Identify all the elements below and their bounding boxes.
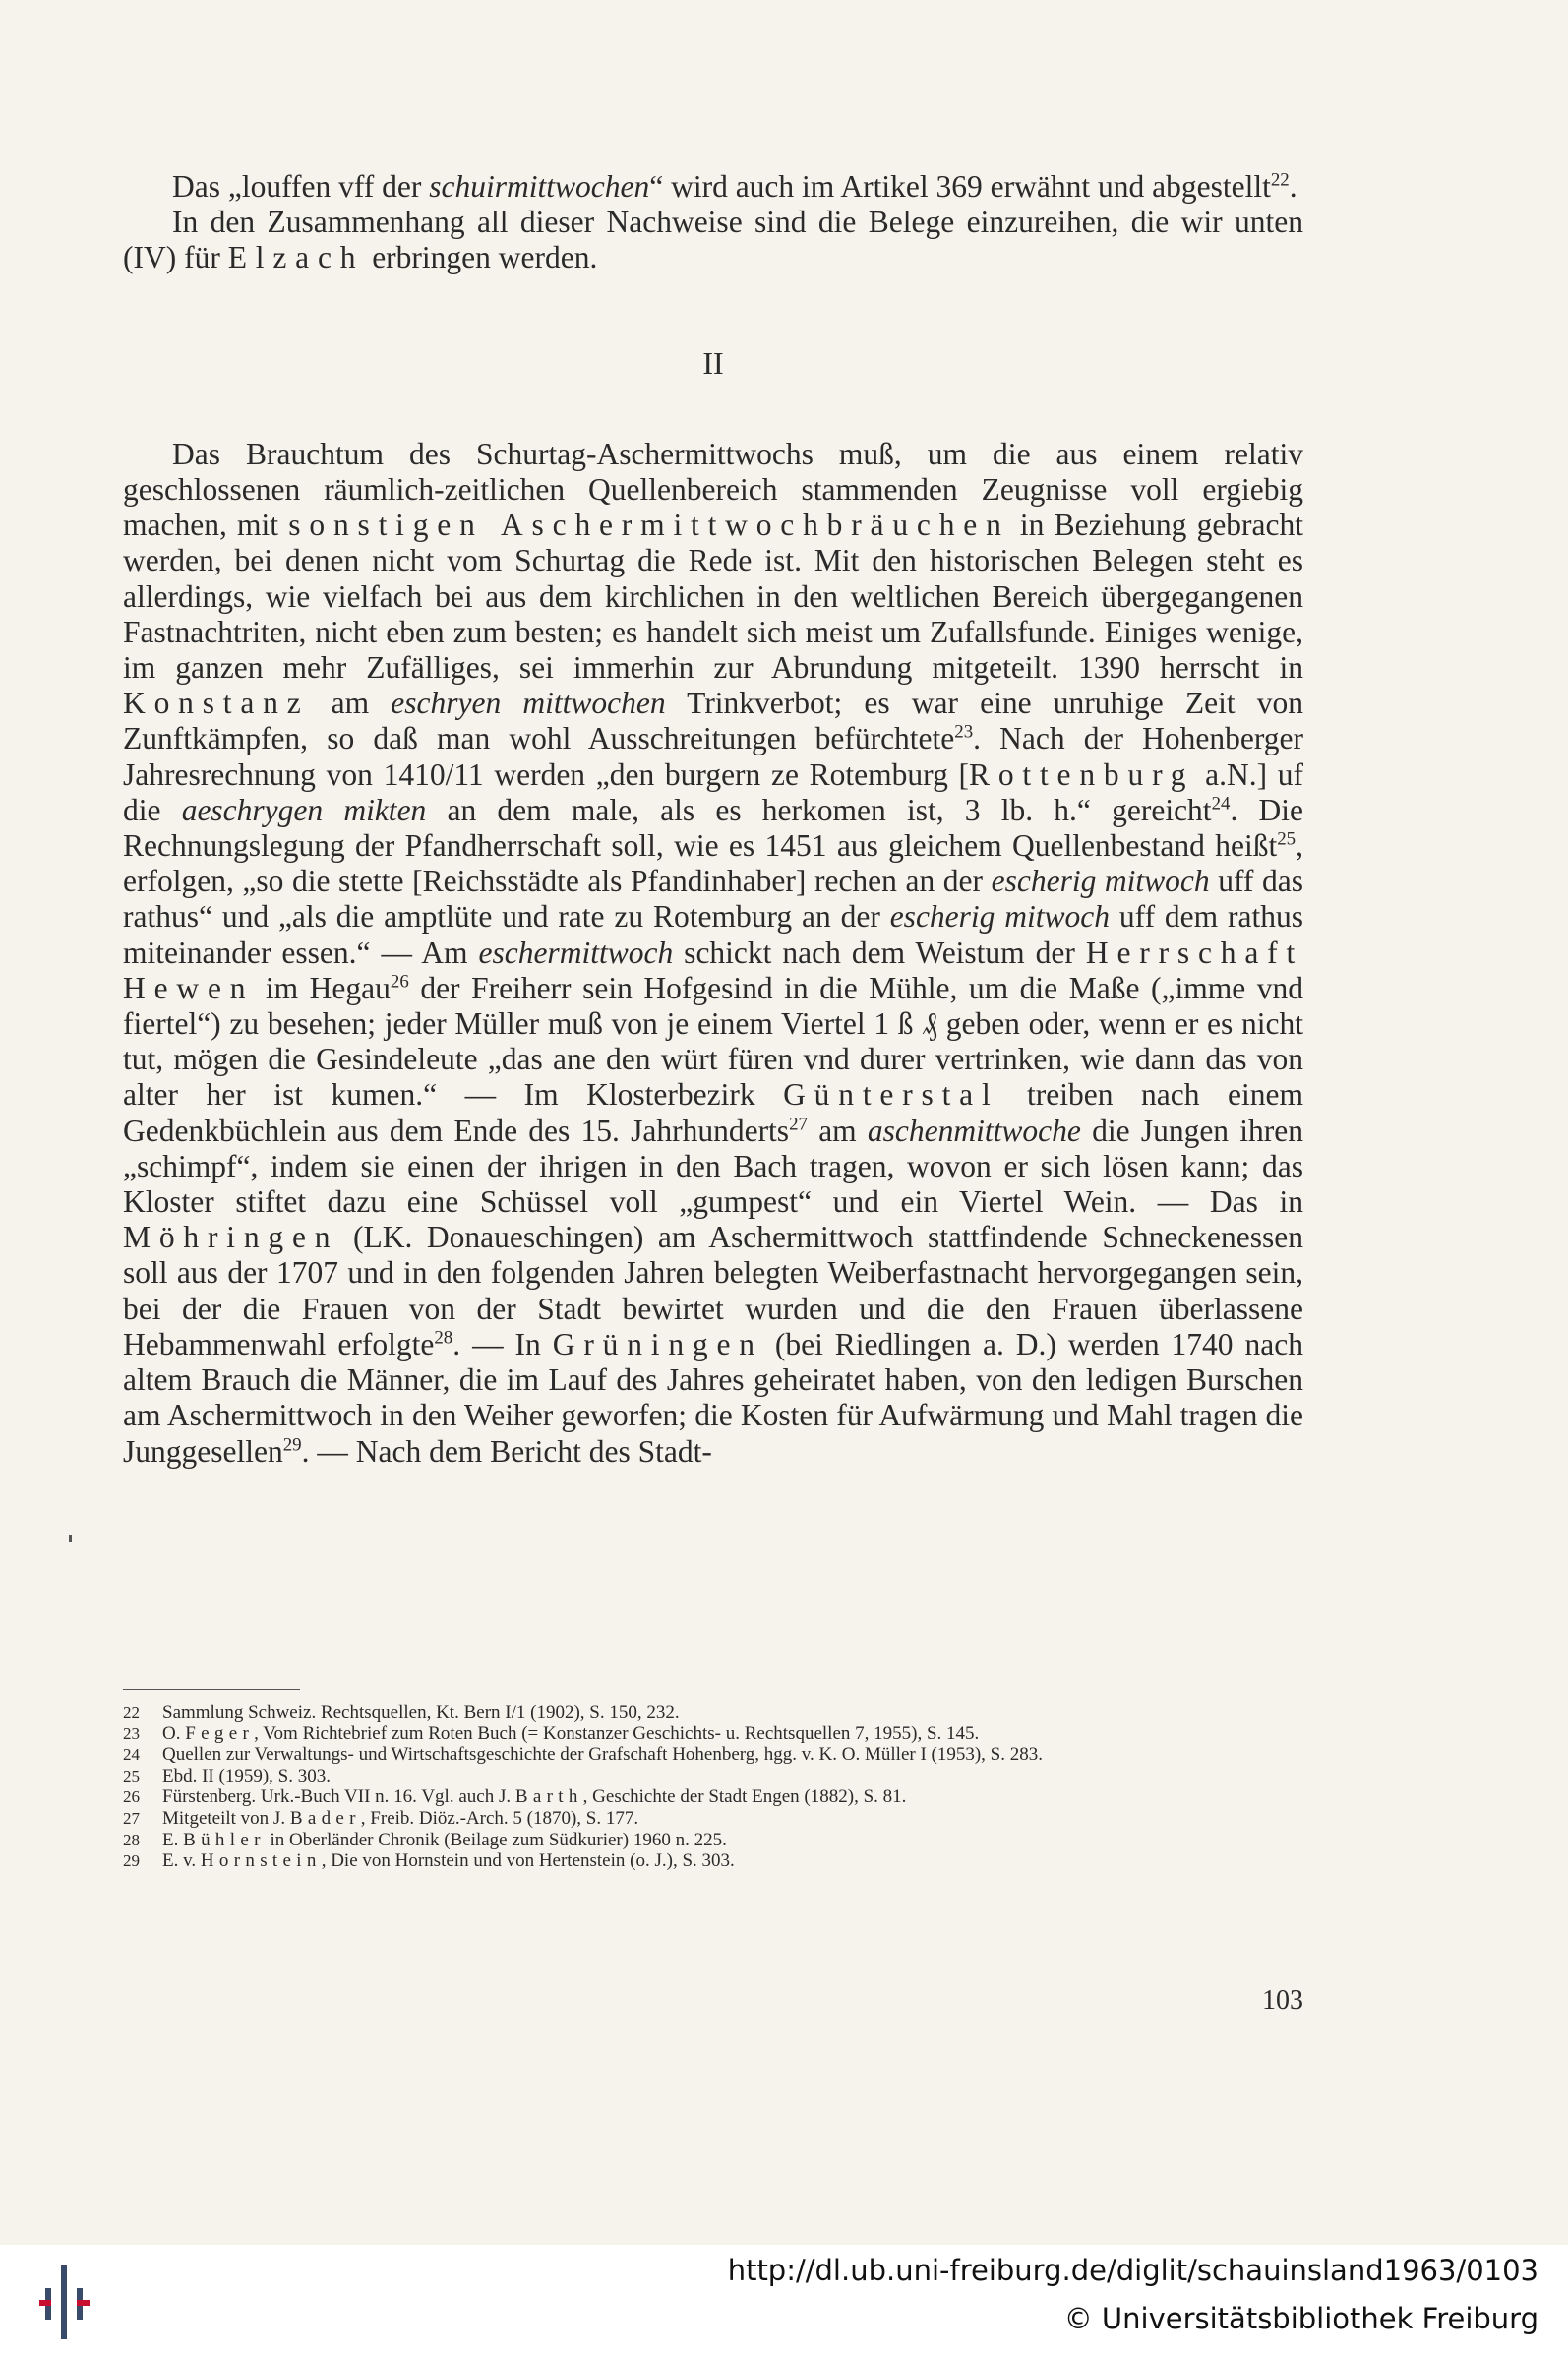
footnote-text xyxy=(162,1808,1313,1830)
text-run: . Die Rechnungslegung der Pfandherrschaft soll, wie es 1451 aus gleichem Quellenbestand heißt xyxy=(123,792,1304,864)
ub-freiburg-logo-icon xyxy=(39,2263,98,2341)
spaced-place-name: Elzach xyxy=(227,240,365,275)
text-run: schickt nach dem Weistum der xyxy=(673,935,1086,970)
italic-term: escherig mitwoch xyxy=(991,864,1210,899)
text-run: . Nach der Hohenberger Jahresrechnung von 1410/11 werden „den burgern ze Rotemburg [ xyxy=(123,721,1303,792)
footnote-number: 23 xyxy=(123,1723,140,1743)
text-run: am xyxy=(807,1113,868,1148)
footnote-text xyxy=(162,1850,1313,1872)
footnote-ref: 22 xyxy=(1270,169,1290,191)
paragraph-2 xyxy=(123,205,1303,275)
footnote-number: 29 xyxy=(123,1851,140,1871)
italic-term: eschermittwoch xyxy=(478,935,674,970)
footnote-number: 22 xyxy=(123,1703,140,1722)
footnote-text xyxy=(162,1830,1313,1851)
footnotes xyxy=(123,1702,1313,1872)
text-run: die Jungen ihren „schimpf“, indem sie einen der ihrigen in den Bach tragen, wovon er sich lösen kann; das Kloster stiftet dazu eine Schüssel voll „gumpest“ und ein Viertel Wein. — Das in xyxy=(123,1113,1304,1220)
italic-term: eschryen mittwochen xyxy=(391,686,666,721)
text-run: E. v. xyxy=(162,1850,201,1872)
text-run: . — In xyxy=(452,1326,553,1361)
text-run: . — Nach dem Bericht des Stadt- xyxy=(301,1433,712,1469)
copyright-text: © Universitätsbibliothek Freiburg xyxy=(1063,2302,1538,2335)
page-number: 103 xyxy=(1262,1985,1303,2016)
body-text xyxy=(123,169,1303,1470)
text-run: E. xyxy=(162,1829,184,1850)
text-run: am xyxy=(309,686,392,721)
italic-term: aschenmittwoche xyxy=(867,1113,1081,1148)
spaced-author: Barth xyxy=(514,1786,583,1808)
text-run: , Die von Hornstein und von Hertenstein (o. J.), S. 303. xyxy=(321,1850,735,1872)
footnote-text xyxy=(162,1766,1313,1787)
text-run: , Geschichte der Stadt Engen (1882), S. 81. xyxy=(582,1786,907,1808)
section-heading: II xyxy=(702,344,724,381)
text-run: , erfolgen, „so die stette [Reichsstädte als Pfandinhaber] rechen an der xyxy=(123,828,1303,899)
italic-term: escherig mitwoch xyxy=(889,899,1111,935)
text-run: Quellen zur Verwaltungs- und Wirtschaftsgeschichte der Grafschaft Hohenberg, hgg. v. K. O. Müller I (1953), S. 283. xyxy=(162,1744,1044,1766)
paragraph-3 xyxy=(123,437,1303,1470)
spaced-place-name: Konstanz xyxy=(123,686,310,721)
footnote xyxy=(123,1850,1313,1872)
text-run: uff dem rathus miteinander essen.“ — Am xyxy=(123,899,1303,970)
footnote-ref: 23 xyxy=(954,721,974,743)
text-run: Fürstenberg. Urk.-Buch VII n. 16. Vgl. auch J. xyxy=(162,1786,515,1808)
text-run: in Beziehung gebracht werden, bei denen nicht vom Schurtag die Rede ist. Mit den historischen Belegen steht es allerdings, wie vielfach bei aus dem kirchlichen in den weltlichen Bereich übergegangenen Fastnachtriten, nicht eben zum besten; es handelt sich meist um Zufallsfunde. Einiges wenige, im ganzen mehr Zufälliges, sei immerhin zur Abrundung mitgeteilt. 1390 herrscht in xyxy=(123,508,1304,686)
text-run: uff das rathus“ und „als die amptlüte und rate zu Rotemburg an der xyxy=(123,864,1303,935)
footnote-number: 24 xyxy=(123,1745,140,1765)
italic-term: aeschrygen mikten xyxy=(181,792,427,827)
text-run: erbringen werden. xyxy=(364,240,598,275)
text-run: Trinkverbot; es war eine unruhige Zeit von Zunftkämpfen, so daß man wohl Ausschreitungen befürchtete xyxy=(123,686,1303,756)
spaced-place-name: Möhringen xyxy=(123,1220,339,1255)
footnote-number: 26 xyxy=(123,1787,140,1807)
text-run: Ebd. II (1959), S. 303. xyxy=(162,1765,331,1786)
footnote xyxy=(123,1744,1313,1766)
spaced-author: Feger xyxy=(185,1722,255,1744)
spaced-place-name: Grüningen xyxy=(552,1326,763,1361)
footnote-ref: 29 xyxy=(282,1434,302,1455)
text-run: a.N.] uf die xyxy=(123,756,1303,827)
pfennig-symbol: ₰ xyxy=(922,1006,937,1042)
footnote xyxy=(123,1808,1313,1830)
source-url-link[interactable]: http://dl.ub.uni-freiburg.de/diglit/schauinsland1963/0103 xyxy=(727,2254,1538,2287)
text-run: (bei Riedlingen a. D.) werden 1740 nach altem Brauch die Männer, die im Lauf des Jahres geheiratet haben, von den ledigen Burschen am Aschermittwoch in den Weiher geworfen; die Kosten für Aufwärmung und Mahl tragen die Junggesellen xyxy=(123,1326,1303,1469)
footnote xyxy=(123,1786,1313,1808)
footnote-ref: 26 xyxy=(390,971,409,993)
text-run: Das „louffen vff der xyxy=(172,169,430,204)
footnote xyxy=(123,1702,1313,1723)
text-run: der Freiherr sein Hofgesind in die Mühle, um die Maße („imme vnd fiertel“) zu besehen; jeder Müller muß von je einem Viertel 1 ß xyxy=(123,970,1303,1042)
text-run: im Hegau xyxy=(254,970,391,1005)
footnote-ref: 28 xyxy=(434,1327,453,1349)
text-run: Mitgeteilt von J. xyxy=(162,1807,290,1829)
footnote-number: 27 xyxy=(123,1808,140,1828)
footnote xyxy=(123,1723,1313,1745)
text-run: O. xyxy=(162,1722,186,1744)
spaced-place-name: Rottenburg xyxy=(969,756,1195,792)
footnote-text xyxy=(162,1786,1313,1808)
margin-mark xyxy=(69,1535,72,1542)
spaced-place-name: Günterstal xyxy=(783,1077,999,1113)
footnote-text xyxy=(162,1744,1313,1766)
italic-term: schuirmittwochen xyxy=(429,169,650,204)
footnote-number: 28 xyxy=(123,1830,140,1849)
spaced-author: Hornstein xyxy=(200,1850,322,1872)
footnote-ref: 24 xyxy=(1211,793,1231,815)
text-run: . xyxy=(1289,169,1297,204)
spaced-author: Bühler xyxy=(183,1829,266,1850)
text-run: in Oberländer Chronik (Beilage zum Südkurier) 1960 n. 225. xyxy=(265,1829,727,1850)
footnote xyxy=(123,1766,1313,1787)
paragraph-1 xyxy=(123,169,1303,205)
text-run: an dem male, als es herkomen ist, 3 lb. h.“ gereicht xyxy=(426,792,1212,827)
text-run: , Freib. Diöz.-Arch. 5 (1870), S. 177. xyxy=(360,1807,639,1829)
footnote xyxy=(123,1830,1313,1851)
footnote-ref: 27 xyxy=(789,1114,808,1135)
footnote-number: 25 xyxy=(123,1766,140,1785)
text-run: Sammlung Schweiz. Rechtsquellen, Kt. Bern I/1 (1902), S. 150, 232. xyxy=(162,1702,680,1722)
text-run: treiben nach einem Gedenkbüchlein aus dem Ende des 15. Jahrhunderts xyxy=(123,1077,1303,1148)
footnote-text xyxy=(162,1702,1313,1723)
text-run: “ wird auch im Artikel 369 erwähnt und abgestellt xyxy=(649,169,1271,204)
text-run: In den Zusammenhang all dieser Nachweise sind die Belege einzureihen, die wir unten (IV) für xyxy=(123,205,1303,275)
text-run: (LK. Donaueschingen) am Aschermittwoch stattfindende Schneckenessen soll aus der 1707 und in den folgenden Jahren belegten Weiberfastnacht hervorgegangen sein, bei der die Frauen von der Stadt bewirtet wurden und die den Frauen überlassene Hebammenwahl erfolgte xyxy=(123,1220,1303,1361)
footnote-rule xyxy=(123,1689,300,1690)
text-run: geben oder, wenn er es nicht tut, mögen die Gesindeleute „das ane den würt füren vnd durer vertrinken, wie dann das von alter her ist kumen.“ — Im Klosterbezirk xyxy=(123,1006,1303,1113)
spaced-text: sonstigen Aschermittwochbräuchen xyxy=(288,508,1010,543)
text-run: , Vom Richtebrief zum Roten Buch (= Konstanzer Geschichts- u. Rechtsquellen 7, 1955), S. 145. xyxy=(254,1722,980,1744)
spaced-author: Bader xyxy=(289,1807,361,1829)
footnote-ref: 25 xyxy=(1277,828,1297,850)
footnote-text xyxy=(162,1723,1313,1745)
text-run: Das Brauchtum des Schurtag-Aschermittwochs muß, um die aus einem relativ geschlossenen räumlich-zeitlichen Quellenbereich stammenden Zeugnisse voll ergiebig machen, mit xyxy=(123,436,1303,543)
spaced-place-name: Herrschaft Hewen xyxy=(123,935,1304,1005)
